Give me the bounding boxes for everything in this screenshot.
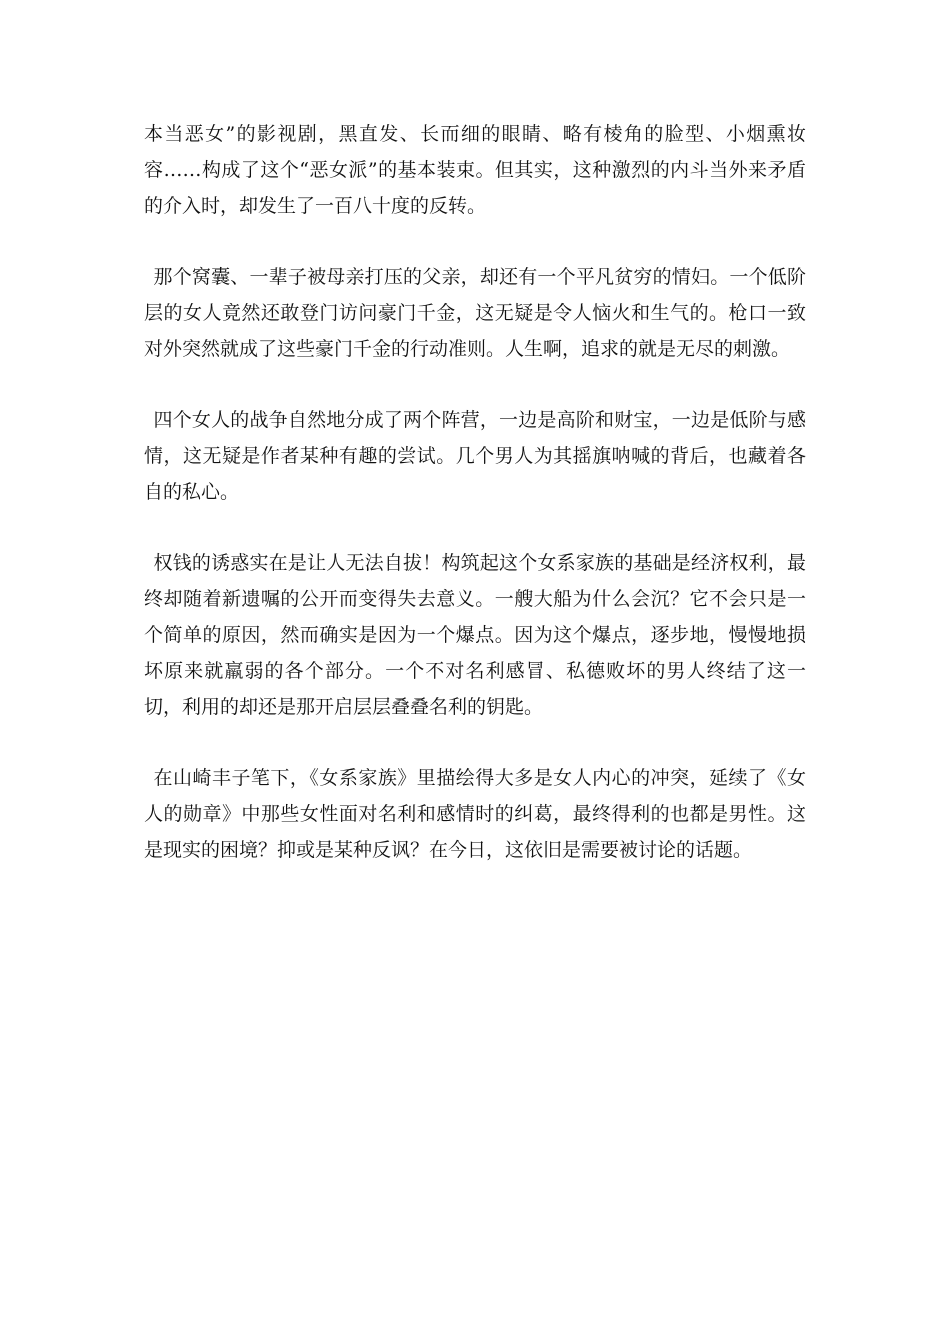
paragraph-1: 本当恶女”的影视剧，黑直发、长而细的眼睛、略有棱角的脸型、小烟熏妆容……构成了这个“恶女派”的基本装束。但其实，这种激烈的内斗当外来矛盾的介入时，却发生了一百八十度的反转。 bbox=[144, 123, 806, 217]
paragraph-5: 在山崎丰子笔下，《女系家族》里描绘得大多是女人内心的冲突，延续了《女人的勋章》中那些女性面对名利和感情时的纠葛，最终得利的也都是男性。这是现实的困境？抑或是某种反讽？在今日，这依旧是需要被讨论的话题。 bbox=[144, 767, 806, 861]
paragraph-3: 四个女人的战争自然地分成了两个阵营，一边是高阶和财宝，一边是低阶与感情，这无疑是作者某种有趣的尝试。几个男人为其摇旗呐喊的背后，也藏着各自的私心。 bbox=[144, 409, 806, 503]
paragraph-2: 那个窝囊、一辈子被母亲打压的父亲，却还有一个平凡贫穷的情妇。一个低阶层的女人竟然还敢登门访问豪门千金，这无疑是令人恼火和生气的。枪口一致对外突然就成了这些豪门千金的行动准则。人生啊，追求的就是无尽的刺激。 bbox=[144, 266, 806, 360]
paragraph-4: 权钱的诱惑实在是让人无法自拔！构筑起这个女系家族的基础是经济权利，最终却随着新遗嘱的公开而变得失去意义。一艘大船为什么会沉？它不会只是一个简单的原因，然而确实是因为一个爆点。因为这个爆点，逐步地，慢慢地损坏原来就羸弱的各个部分。一个不对名利感冒、私德败坏的男人终结了这一切，利用的却还是那开启层层叠叠名利的钥匙。 bbox=[144, 552, 806, 718]
document-body bbox=[144, 116, 806, 903]
